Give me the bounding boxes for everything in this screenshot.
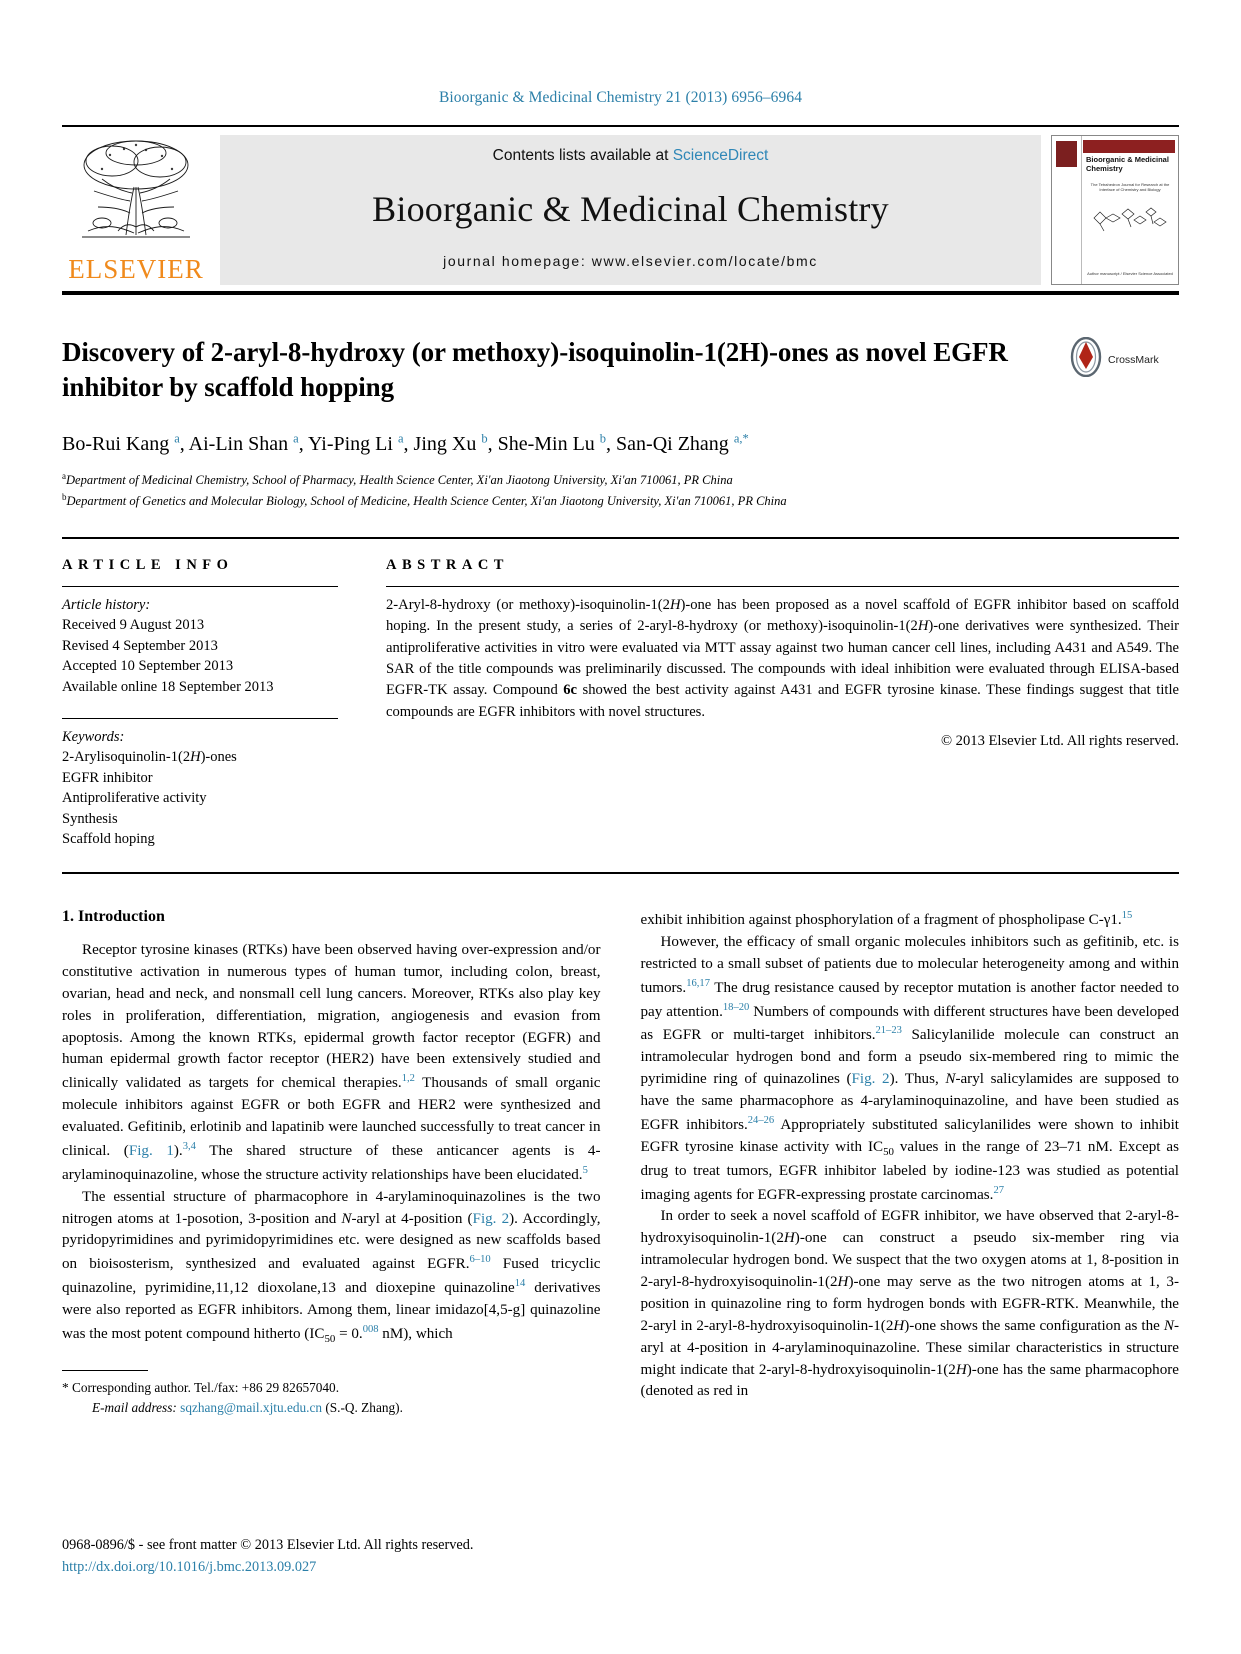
cover-structure-art xyxy=(1088,200,1172,234)
article-info-column xyxy=(62,557,362,850)
affiliation-text-a: Department of Medicinal Chemistry, School of Pharmacy, Health Science Center, Xi'an Jiaotong University, Xi'an 710061, PR China xyxy=(66,473,733,488)
abstract-bottom-rule xyxy=(62,872,1179,874)
keyword-item: Scaffold hoping xyxy=(62,831,155,848)
paragraph: The essential structure of pharmacophore in 4-arylaminoquinazolines is the two nitrogen atoms at 1-posotion, 3-position and N-aryl at 4-position (Fig. 2). Accordingly, pyridopyrimidines and pyrimidopyrimidines etc. were designed as new scaffolds based on bioisosterism, synthesized and evaluated against EGFR.$^{6-10}$ Fused tricyclic quinazoline, pyrimidine,11,12 dioxolane,13 and dioxepine quinazoline$^{14}$ derivatives were also reported as EGFR inhibitors. Among them, linear imidazo[4,5-g] quinazoline was the most potent compound hitherto ($IC_{50} = 0.^{008}$ nM), which xyxy=(62,1188,601,1346)
body-columns xyxy=(62,908,1179,1418)
abstract-heading: ABSTRACT xyxy=(386,556,509,573)
keywords-rule xyxy=(62,718,338,719)
elsevier-tree-icon xyxy=(72,135,200,247)
doi-link[interactable]: http://dx.doi.org/10.1016/j.bmc.2013.09.027 xyxy=(62,1558,317,1575)
page-footer xyxy=(62,1535,473,1578)
paragraph: In order to seek a novel scaffold of EGFR inhibitor, we have observed that 2-aryl-8-hydroxyisoquinolin-1(2H)-one can construct a pseudo six-member ring via intramolecular hydrogen bond. We suspect that the two oxygen atoms at 1, 8-position in 2-aryl-8-hydroxyisoquinolin-1(2H)-one may serve as the two nitrogen atoms at 1, 3-position in quinazoline ring to form hydrogen bonds with EGFR-RTK. Meanwhile, the 2-aryl in 2-aryl-8-hydroxyisoquinolin-1(2H)-one shows the same configuration as the N-aryl at 4-position in 4-arylaminoquinazoline. These similar characteristics in structure might indicate that 2-aryl-8-hydroxyisoquinolin-1(2H)-one has the same pharmacophore (denoted as red in xyxy=(640,1208,1179,1400)
corresponding-author-footnote xyxy=(62,1370,601,1418)
cover-footer: Author manuscript / Elsevier Science Associated xyxy=(1087,270,1173,276)
email-suffix: (S.-Q. Zhang). xyxy=(325,1399,403,1415)
info-abstract-region xyxy=(62,537,1179,850)
email-line xyxy=(62,1398,601,1418)
body-column-left xyxy=(62,908,601,1418)
journal-homepage[interactable]: journal homepage: www.elsevier.com/locate/bmc xyxy=(443,253,818,269)
keyword-item: EGFR inhibitor xyxy=(62,769,153,786)
abstract-column xyxy=(362,557,1179,850)
title-block xyxy=(62,335,1179,511)
keywords-block xyxy=(62,727,338,850)
journal-masthead xyxy=(62,125,1179,285)
keyword-item: Antiproliferative activity xyxy=(62,790,207,807)
affiliation-mark-b: b xyxy=(62,492,67,503)
history-item: Available online 18 September 2013 xyxy=(62,678,274,695)
email-label: E-mail address: xyxy=(92,1399,177,1415)
cover-subtitle: The Tetrahedron Journal for Research at the Interface of Chemistry and Biology xyxy=(1090,182,1170,192)
article-info-heading: ARTICLE INFO xyxy=(62,556,234,573)
contents-prefix: Contents lists available at xyxy=(492,147,673,164)
author-list: Bo-Rui Kang $^a$, Ai-Lin Shan $^a$, Yi-Ping Li $^a$, Jing Xu $^b$, She-Min Lu $^b$, San-Qi Zhang $^{a,*}$ xyxy=(62,431,749,456)
running-head: Bioorganic & Medicinal Chemistry 21 (2013) 6956–6964 xyxy=(438,89,803,106)
keywords-label: Keywords: xyxy=(62,728,125,745)
section-heading-introduction: 1. Introduction xyxy=(62,908,165,926)
history-item: Revised 4 September 2013 xyxy=(62,637,218,654)
abstract-rule xyxy=(386,586,1179,587)
paragraph: Receptor tyrosine kinases (RTKs) have been observed having over-expression and/or constitutive activation in numerous types of human tumor, including colon, breast, ovarian, head and neck, and nonsmall cell lung cancers. Moreover, RTKs also play key roles in proliferation, differentiation, migration, angiogenesis and evasion from apoptosis. Among the known RTKs, epidermal growth factor receptor (EGFR) and human epidermal growth factor receptor (HER2) have been extensively studied and clinically validated as targets for chemical therapies.$^{1,2}$ Thousands of small organic molecule inhibitors against EGFR or both EGFR and HER2 were synthesized and evaluated. Gefitinib, erlotinib and lapatinib were launched successfully to treat cancer in clinical. (Fig. 1).$^{3,4}$ The shared structure of these anticancer agents is 4-arylaminoquinazoline, whose the structure activity relationships have been elucidated.$^5$ xyxy=(62,942,601,1183)
page-title: Discovery of 2-aryl-8-hydroxy (or methoxy)-isoquinolin-1(2H)-ones as novel EGFR inhibitor by scaffold hopping xyxy=(62,337,1008,402)
sciencedirect-link[interactable]: ScienceDirect xyxy=(672,147,769,164)
crossmark-icon xyxy=(1069,337,1103,382)
corresponding-author-line: * Corresponding author. Tel./fax: +86 29 82657040. xyxy=(62,1379,340,1395)
cover-title: Bioorganic & Medicinal Chemistry xyxy=(1086,155,1169,173)
abstract-text: 2-Aryl-8-hydroxy (or methoxy)-isoquinolin-1(2H)-one has been proposed as a novel scaffold of EGFR inhibitor based on scaffold hoping. In the present study, a series of 2-aryl-8-hydroxy (or methoxy)-isoquinolin-1(2H)-one derivatives were synthesized. Their antiproliferative activities in vitro were evaluated via MTT assay against two human cancer cell lines, including A431 and A549. The SAR of the title compounds was preliminarily discussed. The compounds with ideal inhibition were evaluated through ELISA-based EGFR-TK assay. Compound 6c showed the best activity against A431 and EGFR tyrosine kinase. These findings suggest that title compounds are EGFR inhibitors with novel structures. xyxy=(386,596,1180,720)
article-history xyxy=(62,595,338,698)
journal-band xyxy=(220,135,1041,285)
elsevier-logo xyxy=(62,135,210,285)
history-item: Received 9 August 2013 xyxy=(62,617,205,634)
journal-title: Bioorganic & Medicinal Chemistry xyxy=(372,189,889,229)
history-item: Accepted 10 September 2013 xyxy=(62,658,234,675)
keyword-item: 2-Arylisoquinolin-1(2H)-ones xyxy=(62,749,237,766)
body-column-right xyxy=(641,908,1180,1418)
journal-cover-thumbnail xyxy=(1051,135,1179,285)
contents-list-line xyxy=(493,147,769,165)
affiliation-text-b: Department of Genetics and Molecular Biology, School of Medicine, Health Science Center, Xi'an Jiaotong University, Xi'an 710061, PR China xyxy=(66,494,787,509)
affiliation-mark-a: a xyxy=(62,471,66,482)
masthead-bottom-rule xyxy=(62,291,1179,295)
keyword-item: Synthesis xyxy=(62,810,118,827)
article-info-rule xyxy=(62,586,338,587)
elsevier-wordmark: ELSEVIER xyxy=(68,254,204,284)
article-history-label: Article history: xyxy=(62,596,151,613)
email-link[interactable]: sqzhang@mail.xjtu.edu.cn xyxy=(180,1399,323,1415)
affiliation-b xyxy=(62,491,1179,510)
paragraph: exhibit inhibition against phosphorylation of a fragment of phospholipase C-γ1.15 xyxy=(640,910,1133,929)
paragraph: However, the efficacy of small organic molecules inhibitors such as gefitinib, etc. is restricted to a small subset of patients due to molecular heterogeneity among and within tumors.$^{16,17}$ The drug resistance caused by receptor mutation is another factor needed to pay attention.$^{18-20}$ Numbers of compounds with different structures have been developed as EGFR or multi-target inhibitors.$^{21-23}$ Salicylanilide molecule can construct an intramolecular hydrogen bond and form a pseudo six-membered ring to mimic the pyrimidine ring of quinazolines (Fig. 2). Thus, N-aryl salicylamides are supposed to have the same pharmacophore as 4-arylaminoquinazoline, and have been studied as EGFR inhibitors.$^{24-26}$ Appropriately substituted salicylanilides were shown to inhibit EGFR tyrosine kinase activity with $IC_{50}$ values in the range of 23–71 nM. Except as drug to treat tumors, EGFR inhibitor labeled by iodine-123 was studied as potential imaging agents for EGFR-expressing prostate carcinomas.$^{27}$ xyxy=(640,933,1179,1203)
front-matter-line: 0968-0896/$ - see front matter © 2013 Elsevier Ltd. All rights reserved. xyxy=(62,1537,474,1554)
crossmark-badge[interactable] xyxy=(1069,337,1179,382)
crossmark-label: CrossMark xyxy=(1108,353,1159,366)
abstract-copyright: © 2013 Elsevier Ltd. All rights reserved. xyxy=(940,733,1179,750)
affiliation-a xyxy=(62,470,1179,489)
